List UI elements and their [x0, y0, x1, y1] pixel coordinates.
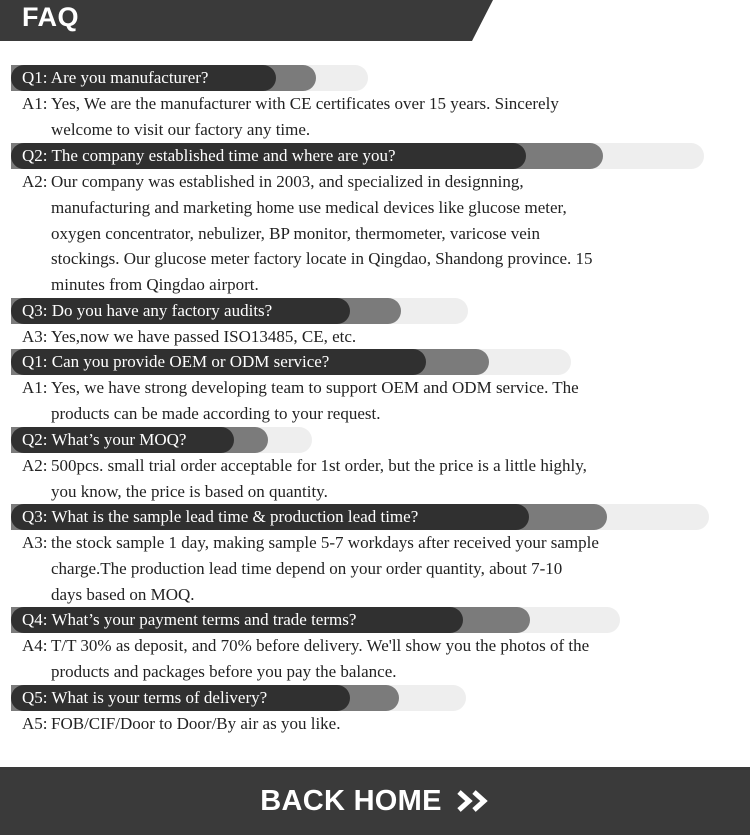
answer-text: Yes, We are the manufacturer with CE certificates over 15 years. Sincerely: [51, 94, 559, 113]
answer-line: [22, 169, 662, 195]
answer-prefix: A3:: [22, 327, 48, 346]
answer-line: [22, 711, 662, 737]
question-text: Q5: What is your terms of delivery?: [22, 688, 268, 707]
double-chevron-right-icon: [456, 789, 490, 813]
page-title: FAQ: [22, 2, 80, 32]
answer-block: [22, 324, 662, 350]
answer-line: [22, 246, 662, 272]
answer-block: [22, 633, 662, 685]
answer-block: [22, 375, 662, 427]
answer-line: [22, 401, 662, 427]
answer-prefix: A2:: [22, 172, 48, 191]
answer-line: [22, 479, 662, 505]
back-home-label: BACK HOME: [260, 784, 442, 817]
answer-text: the stock sample 1 day, making sample 5-7 workdays after received your sample: [51, 533, 599, 552]
faq-header: [0, 0, 750, 41]
answer-line: [22, 195, 662, 221]
answer-block: [22, 169, 662, 298]
footer: [0, 767, 750, 835]
answer-line: [22, 324, 662, 350]
question-text: Q3: What is the sample lead time & production lead time?: [22, 507, 419, 526]
answer-block: [22, 91, 662, 143]
answer-line: [22, 633, 662, 659]
question-bar: [11, 143, 704, 169]
answer-line: [22, 556, 662, 582]
question-bar: [11, 427, 312, 453]
answer-text: manufacturing and marketing home use medical devices like glucose meter,: [51, 197, 567, 217]
question-text: Q3: Do you have any factory audits?: [22, 301, 273, 320]
question-bar: [11, 607, 620, 633]
answer-prefix: A3:: [22, 533, 48, 552]
question-text: Q2: What’s your MOQ?: [22, 430, 187, 449]
answer-text: minutes from Qingdao airport.: [51, 275, 259, 295]
answer-prefix: A1:: [22, 378, 48, 397]
answer-line: [22, 375, 662, 401]
answer-text: Our company was established in 2003, and specialized in designning,: [51, 172, 524, 191]
question-text: Q1: Can you provide OEM or ODM service?: [22, 352, 330, 371]
question-bar: [11, 349, 571, 375]
answer-line: [22, 530, 662, 556]
answer-block: [22, 453, 662, 505]
answer-text: stockings. Our glucose meter factory locate in Qingdao, Shandong province. 15: [51, 249, 593, 269]
answer-text: T/T 30% as deposit, and 70% before delivery. We'll show you the photos of the: [51, 636, 590, 655]
answer-text: 500pcs. small trial order acceptable for 1st order, but the price is a little highly,: [51, 456, 587, 475]
question-text: Q2: The company established time and where are you?: [22, 146, 396, 165]
answer-line: [22, 453, 662, 479]
answer-prefix: A4:: [22, 636, 48, 655]
question-bar: [11, 504, 709, 530]
answer-text: FOB/CIF/Door to Door/By air as you like.: [51, 714, 341, 733]
answer-text: products and packages before you pay the balance.: [51, 661, 397, 681]
answer-line: [22, 582, 662, 608]
question-bar: [11, 298, 468, 324]
answer-prefix: A5:: [22, 714, 48, 733]
answer-text: days based on MOQ.: [51, 584, 195, 604]
question-bar: [11, 65, 368, 91]
answer-line: [22, 221, 662, 247]
answer-line: [22, 272, 662, 298]
back-home-button[interactable]: [0, 767, 750, 835]
answer-line: [22, 117, 662, 143]
answer-text: welcome to visit our factory any time.: [51, 119, 311, 139]
answer-text: Yes,now we have passed ISO13485, CE, etc.: [51, 327, 357, 346]
question-text: Q4: What’s your payment terms and trade terms?: [22, 610, 357, 629]
answer-text: Yes, we have strong developing team to support OEM and ODM service. The: [51, 378, 579, 397]
answer-block: [22, 711, 662, 737]
header-band: [0, 0, 750, 41]
answer-text: you know, the price is based on quantity.: [51, 481, 328, 501]
answer-line: [22, 91, 662, 117]
answer-text: products can be made according to your request.: [51, 403, 381, 423]
question-text: Q1: Are you manufacturer?: [22, 68, 209, 87]
answer-block: [22, 530, 662, 607]
question-bar: [11, 685, 466, 711]
answer-prefix: A2:: [22, 456, 48, 475]
answer-line: [22, 659, 662, 685]
answer-text: charge.The production lead time depend on your order quantity, about 7-10: [51, 558, 563, 578]
answer-prefix: A1:: [22, 94, 48, 113]
answer-text: oxygen concentrator, nebulizer, BP monitor, thermometer, varicose vein: [51, 223, 541, 243]
